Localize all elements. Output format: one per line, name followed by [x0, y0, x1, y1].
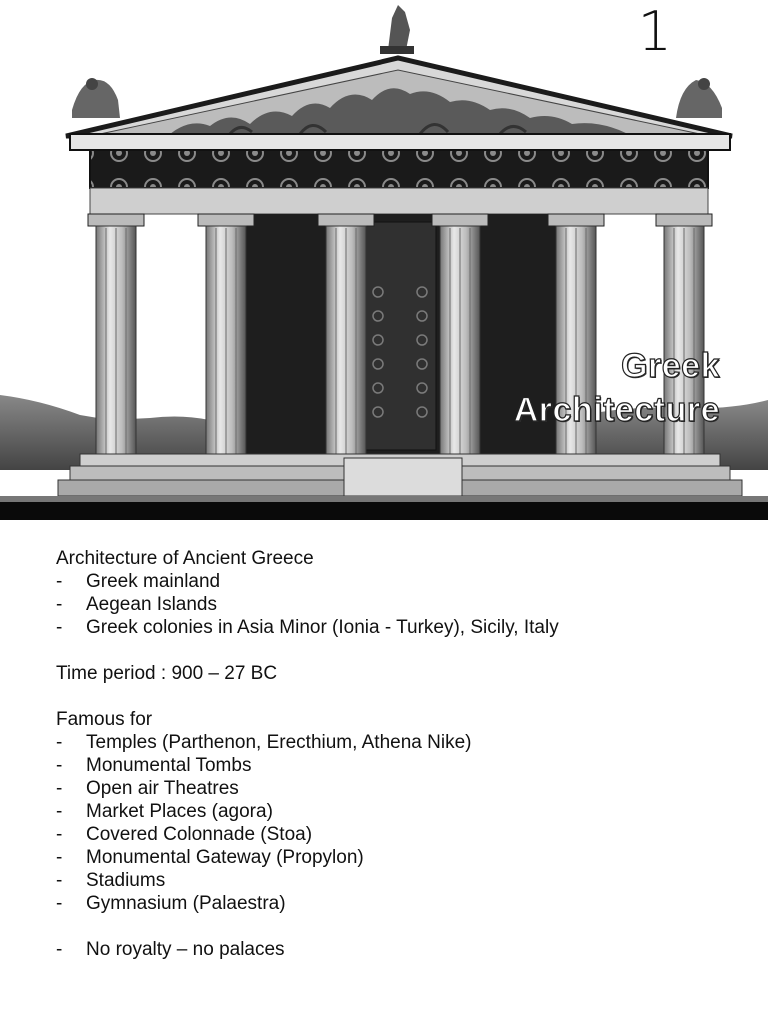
note-text: No royalty – no palaces [86, 939, 285, 960]
section-heading: Architecture of Ancient Greece [56, 548, 314, 569]
famous-list [56, 731, 736, 915]
frieze [90, 150, 708, 188]
slide-content [56, 547, 736, 961]
bullet-dash: - [56, 893, 63, 914]
list-item: - Monumental Gateway (Propylon) [56, 847, 364, 868]
temple-steps [58, 454, 742, 496]
bullet-dash: - [56, 732, 63, 753]
bullet-dash: - [56, 801, 63, 822]
bullet-dash: - [56, 755, 63, 776]
bottom-band [0, 502, 768, 520]
list-item: - Stadiums [56, 870, 166, 891]
list-item: - Aegean Islands [56, 594, 217, 615]
bullet-dash: - [56, 870, 63, 891]
bullet-dash: - [56, 617, 63, 638]
architrave [90, 188, 708, 214]
list-item: - Monumental Tombs [56, 755, 252, 776]
acroterion-left [72, 78, 120, 118]
list-item [56, 938, 736, 961]
list-item: - Greek mainland [56, 571, 221, 592]
hero-title-line-1: Greek [621, 347, 720, 385]
list-item: - Market Places (agora) [56, 801, 273, 822]
acroterion-top [380, 5, 414, 54]
region-list [56, 570, 736, 639]
bullet-dash: - [56, 939, 63, 960]
bullet-dash: - [56, 571, 63, 592]
bullet-dash: - [56, 824, 63, 845]
list-item: - Covered Colonnade (Stoa) [56, 824, 313, 845]
hero-title-line-2: Architecture [513, 391, 720, 429]
hero-title [514, 344, 720, 432]
bullet-dash: - [56, 778, 63, 799]
list-item: - Greek colonies in Asia Minor (Ionia - Turkey), Sicily, Italy [56, 617, 559, 638]
list-item: - Gymnasium (Palaestra) [56, 893, 286, 914]
bullet-dash: - [56, 847, 63, 868]
list-item: - Open air Theatres [56, 778, 239, 799]
famous-heading: Famous for [56, 709, 153, 730]
time-period: Time period : 900 – 27 BC [56, 663, 278, 684]
acroterion-right [676, 78, 722, 118]
list-item: - Temples (Parthenon, Erecthium, Athena Nike) [56, 732, 472, 753]
bullet-dash: - [56, 594, 63, 615]
cornice [70, 134, 730, 150]
note-list [56, 938, 736, 961]
page-number: 1 [637, 0, 672, 63]
